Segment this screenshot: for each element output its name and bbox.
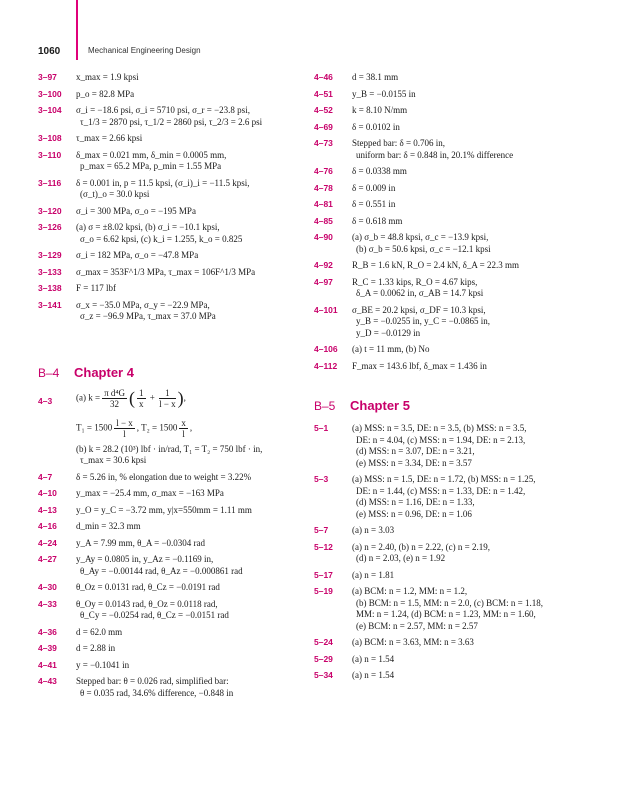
answer-text — [76, 267, 255, 279]
problem-number: 3–120 — [38, 205, 62, 216]
fraction: $\frac{\text{π d⁴G}}{32}$ — [104, 387, 126, 409]
fraction: $\frac{1}{l - x}$ — [159, 387, 176, 409]
problem-number: 5–29 — [314, 653, 333, 664]
problem-number: 3–100 — [38, 88, 62, 99]
problem-number: 3–129 — [38, 250, 62, 260]
answer-line: Stepped bar: θ = 0.026 rad, simplified bar: — [76, 676, 229, 686]
answer-text — [76, 554, 243, 577]
answer-text — [76, 521, 141, 533]
page-number: 1060 — [38, 46, 61, 57]
problem-number: 4–3 — [38, 395, 53, 406]
problem-number: 4–81 — [314, 199, 333, 209]
answer-text — [352, 232, 491, 255]
answer-line: (a) n = 1.54 — [352, 670, 395, 680]
answer-line: δ = 0.009 in — [352, 182, 396, 193]
problem-number: 4–7 — [38, 471, 53, 482]
answer-line: (a) n = 2.40, (b) n = 2.22, (c) n = 2.19, — [352, 541, 490, 552]
answer-line: (a) σ_b = 48.8 kpsi, σ_c = −13.9 kpsi, — [352, 232, 489, 242]
formula-k: (a) k = $\frac{\text{π d⁴G}}{32}$ ( $\frac{1}{x}$ + $\frac{1}{l - x}$ ), — [76, 387, 186, 409]
fraction: $\frac{1}{x}$ — [139, 387, 144, 409]
answer-text — [76, 72, 139, 84]
problem-number: 4–10 — [38, 488, 57, 498]
answer-line: τ_max = 30.6 kpsi — [80, 455, 147, 465]
problem-number: 4–39 — [38, 643, 57, 653]
answer-text — [352, 183, 395, 195]
answer-line: p_max = 65.2 MPa, p_min = 1.55 MPa — [80, 161, 222, 171]
problem-number: 3–116 — [38, 177, 62, 188]
paren-open: ( — [129, 387, 136, 408]
answer-line: MM: n = 1.24, (d) BCM: n = 1.23, MM: n = 1.60, — [356, 609, 536, 619]
answer-line: δ = 0.001 in, p = 11.5 kpsi, (σ_i)_i = −11.5 kpsi, — [76, 177, 250, 188]
answer-text — [352, 277, 483, 300]
answer-line: DE: n = 1.44, (c) MSS: n = 1.33, DE: n = 1.42, — [356, 485, 526, 496]
problem-number: 4–52 — [314, 105, 333, 115]
problem-number: 3–110 — [38, 149, 62, 160]
problem-number: 4–46 — [314, 72, 333, 82]
answer-text — [76, 599, 229, 622]
answer-text — [76, 89, 134, 101]
answer-text — [352, 654, 394, 666]
answer-text — [76, 105, 262, 128]
problem-number: 5–19 — [314, 586, 333, 596]
answer-text — [352, 344, 429, 356]
problem-number: 4–78 — [314, 182, 333, 193]
answer-line: (a) n = 1.54 — [352, 653, 395, 664]
answer-text — [76, 488, 224, 500]
answer-text — [76, 505, 252, 517]
answer-text — [76, 627, 122, 639]
answer-text — [352, 260, 519, 272]
problem-number: 4–101 — [314, 304, 338, 315]
answer-text — [76, 472, 251, 484]
problem-number: 4–92 — [314, 260, 333, 270]
answer-line: δ = 0.618 mm — [352, 215, 403, 226]
answer-line: (d) n = 2.03, (e) n = 1.92 — [356, 553, 446, 563]
answer-text — [352, 122, 400, 134]
answer-line: δ = 0.551 in — [352, 199, 396, 209]
answer-line: y = −0.1041 in — [76, 659, 130, 670]
answer-text — [76, 283, 116, 295]
problem-number: 4–27 — [38, 554, 57, 564]
answer-text — [352, 423, 527, 469]
formula-lead: (a) k = — [76, 392, 101, 403]
answer-text — [76, 133, 142, 145]
answer-line: σ_max = 353F^1/3 MPa, τ_max = 106F^1/3 MPa — [76, 266, 256, 277]
answer-line: d_min = 32.3 mm — [76, 521, 141, 531]
answer-line: σ_x = −35.0 MPa, σ_y = −22.9 MPa, — [76, 299, 210, 310]
answer-line: (b) σ_b = 50.6 kpsi, σ_c = −12.1 kpsi — [356, 243, 491, 254]
answer-line: θ_Cy = −0.0254 rad, θ_Cz = −0.0151 rad — [80, 610, 229, 620]
page-header — [0, 0, 626, 70]
answer-text — [76, 538, 205, 550]
problem-number: 4–106 — [314, 344, 338, 354]
problem-number: 4–69 — [314, 121, 333, 132]
answer-line: θ_Oz = 0.0131 rad, θ_Cz = −0.0191 rad — [76, 582, 220, 592]
answer-line: τ_max = 2.66 kpsi — [76, 133, 143, 143]
answer-line: δ_A = 0.0062 in, σ_AB = 14.7 kpsi — [356, 288, 484, 298]
answer-line: (σ_t)_o = 30.0 kpsi — [80, 189, 150, 199]
answer-line: τ_1/3 = 2870 psi, τ_1/2 = 2860 psi, τ_2/3 = 2.6 psi — [80, 116, 263, 127]
formula-lead: T₁ = 1500 — [76, 422, 113, 433]
answer-line: y_max = −25.4 mm, σ_max = −163 MPa — [76, 488, 224, 498]
answer-line: F_max = 143.6 lbf, δ_max = 1.436 in — [352, 360, 487, 371]
chapter-title: Chapter 4 — [74, 364, 134, 380]
answer-text — [76, 444, 262, 467]
answer-line: σ_o = 6.62 kpsi, (c) k_i = 1.255, k_o = 0.825 — [80, 233, 243, 244]
answer-line: (b) k = 28.2 (10³) lbf · in/rad, T₁ = T₂ = 750 lbf · in, — [76, 443, 263, 454]
answer-line: (a) n = 3.03 — [352, 525, 395, 535]
answer-line: k = 8.10 N/mm — [352, 105, 408, 115]
problem-number: 3–133 — [38, 266, 62, 277]
answer-text — [352, 166, 407, 178]
answer-line: uniform bar: δ = 0.848 in, 20.1% difference — [356, 149, 514, 160]
problem-number: 5–24 — [314, 637, 333, 647]
answer-text — [76, 206, 196, 218]
answer-text — [352, 216, 402, 228]
chapter-heading — [314, 399, 594, 415]
answer-text — [76, 300, 216, 323]
problem-number: 5–12 — [314, 541, 333, 552]
answer-text — [352, 72, 398, 84]
chapter-code: B–4 — [38, 365, 60, 380]
problem-number: 5–7 — [314, 525, 329, 535]
answer-text — [352, 542, 490, 565]
fraction: $\frac{l - x}{l}$ — [116, 417, 133, 439]
problem-number: 4–41 — [38, 659, 57, 670]
answer-text — [352, 474, 536, 520]
answer-line: (a) MSS: n = 3.5, DE: n = 3.5, (b) MSS: n = 3.5, — [352, 423, 527, 433]
answer-text — [352, 105, 407, 117]
answer-text — [76, 676, 233, 699]
answer-line: σ_i = 182 MPa, σ_o = −47.8 MPa — [76, 250, 199, 260]
answer-text — [76, 250, 198, 262]
answer-line: σ_BE = 20.2 kpsi, σ_DF = 10.3 kpsi, — [352, 304, 486, 315]
paren-close: ) — [177, 387, 184, 408]
answer-line: σ_i = 300 MPa, σ_o = −195 MPa — [76, 205, 196, 216]
problem-number: 4–51 — [314, 88, 333, 99]
problem-number: 5–34 — [314, 670, 333, 680]
answer-line: d = 38.1 mm — [352, 72, 399, 82]
problem-number: 4–112 — [314, 360, 338, 371]
answer-text — [352, 525, 394, 537]
answer-text — [352, 305, 490, 340]
answer-line: σ_z = −96.9 MPa, τ_max = 37.0 MPa — [80, 311, 216, 321]
answer-line: (a) σ = ±8.02 kpsi, (b) σ_i = −10.1 kpsi, — [76, 222, 220, 232]
answer-line: δ = 0.0338 mm — [352, 166, 407, 176]
answer-line: (e) BCM: n = 2.57, MM: n = 2.57 — [356, 620, 478, 631]
formula-torque: T₁ = 1500 $\frac{l - x}{l}$ , T₂ = 1500 $\frac{x}{l}$ , — [76, 417, 193, 439]
problem-number: 4–13 — [38, 504, 57, 515]
answer-line: (d) MSS: n = 3.07, DE: n = 3.21, — [356, 446, 475, 456]
answer-line: F = 117 lbf — [76, 283, 116, 293]
answer-line: (a) BCM: n = 1.2, MM: n = 1.2, — [352, 586, 468, 596]
answer-text — [352, 199, 395, 211]
answer-line: (d) MSS: n = 1.16, DE: n = 1.33, — [356, 497, 475, 507]
answer-text — [352, 586, 543, 632]
answer-line: R_C = 1.33 kips, R_O = 4.67 kips, — [352, 276, 478, 287]
answer-text — [76, 222, 242, 245]
answer-text — [352, 637, 474, 649]
answer-text — [76, 582, 220, 594]
problem-number: 4–97 — [314, 276, 333, 287]
answer-line: δ_max = 0.021 mm, δ_min = 0.0005 mm, — [76, 149, 227, 160]
answer-line: y_A = 7.99 mm, θ_A = −0.0304 rad — [76, 537, 206, 548]
formula-mid: , T₂ = 1500 — [136, 422, 178, 433]
answer-line: (a) MSS: n = 1.5, DE: n = 1.72, (b) MSS: n = 1.25, — [352, 474, 536, 484]
answer-text — [352, 89, 416, 101]
answer-text — [352, 670, 394, 682]
answer-line: R_B = 1.6 kN, R_O = 2.4 kN, δ_A = 22.3 mm — [352, 260, 519, 270]
answer-line: (e) MSS: n = 0.96, DE: n = 1.06 — [356, 508, 472, 519]
problem-number: 4–85 — [314, 215, 333, 226]
answer-text — [352, 570, 394, 582]
answer-line: (a) n = 1.81 — [352, 569, 395, 580]
answer-line: Stepped bar: δ = 0.706 in, — [352, 138, 446, 148]
answer-line: δ = 0.0102 in — [352, 121, 400, 132]
answer-line: (a) t = 11 mm, (b) No — [352, 344, 430, 354]
answer-text — [76, 660, 129, 672]
header-rule — [76, 0, 78, 60]
problem-number: 4–16 — [38, 521, 57, 531]
answer-line: p_o = 82.8 MPa — [76, 88, 135, 99]
answer-line: θ_Ay = −0.00144 rad, θ_Az = −0.000861 rad — [80, 565, 243, 576]
chapter-heading — [38, 366, 318, 382]
chapter-title: Chapter 5 — [350, 398, 410, 413]
problem-number: 4–24 — [38, 537, 57, 548]
answer-line: y_O = y_C = −3.72 mm, y|x=550mm = 1.11 mm — [76, 504, 252, 515]
answer-line: (b) BCM: n = 1.5, MM: n = 2.0, (c) BCM: n = 1.18, — [356, 597, 543, 608]
answer-line: y_B = −0.0255 in, y_C = −0.0865 in, — [356, 316, 491, 326]
answer-line: δ = 5.26 in, % elongation due to weight = 3.22% — [76, 471, 252, 482]
problem-number: 4–33 — [38, 598, 57, 609]
fraction: $\frac{x}{l}$ — [181, 417, 186, 439]
problem-number: 4–30 — [38, 582, 57, 592]
problem-number: 3–108 — [38, 133, 62, 143]
problem-number: 3–97 — [38, 72, 57, 82]
answer-line: (e) MSS: n = 3.34, DE: n = 3.57 — [356, 457, 472, 468]
answer-line: d = 2.88 in — [76, 643, 116, 653]
problem-number: 3–141 — [38, 299, 62, 310]
answer-line: (a) BCM: n = 3.63, MM: n = 3.63 — [352, 637, 474, 647]
chapter-code: B–5 — [314, 399, 336, 413]
problem-number: 5–3 — [314, 474, 329, 484]
answer-text — [352, 138, 513, 161]
answer-line: σ_i = −18.6 psi, σ_i = 5710 psi, σ_r = −23.8 psi, — [76, 105, 250, 115]
problem-number: 4–76 — [314, 166, 333, 176]
problem-number: 5–1 — [314, 423, 329, 433]
answer-line: y_D = −0.0129 in — [356, 327, 421, 338]
problem-number: 5–17 — [314, 569, 333, 580]
problem-number: 3–126 — [38, 222, 62, 232]
answer-text — [76, 643, 115, 655]
problem-number: 3–138 — [38, 283, 62, 293]
answer-line: θ_Oy = 0.0143 rad, θ_Oz = 0.0118 rad, — [76, 598, 218, 609]
problem-number: 4–73 — [314, 138, 333, 148]
answer-line: d = 62.0 mm — [76, 626, 123, 637]
problem-number: 4–90 — [314, 232, 333, 242]
answer-line: x_max = 1.9 kpsi — [76, 72, 139, 82]
problem-number: 3–104 — [38, 105, 62, 115]
problem-number: 4–43 — [38, 676, 57, 686]
answer-text — [352, 361, 487, 373]
problem-number: 4–36 — [38, 626, 57, 637]
answer-text — [76, 150, 226, 173]
answer-line: y_B = −0.0155 in — [352, 88, 416, 99]
answer-line: θ = 0.035 rad, 34.6% difference, −0.848 in — [80, 687, 234, 698]
answer-text — [76, 178, 249, 201]
answer-line: y_Ay = 0.0805 in, y_Az = −0.1169 in, — [76, 554, 214, 564]
running-head: Mechanical Engineering Design — [88, 46, 201, 55]
answer-line: DE: n = 4.04, (c) MSS: n = 1.94, DE: n = 2.13, — [356, 434, 526, 445]
